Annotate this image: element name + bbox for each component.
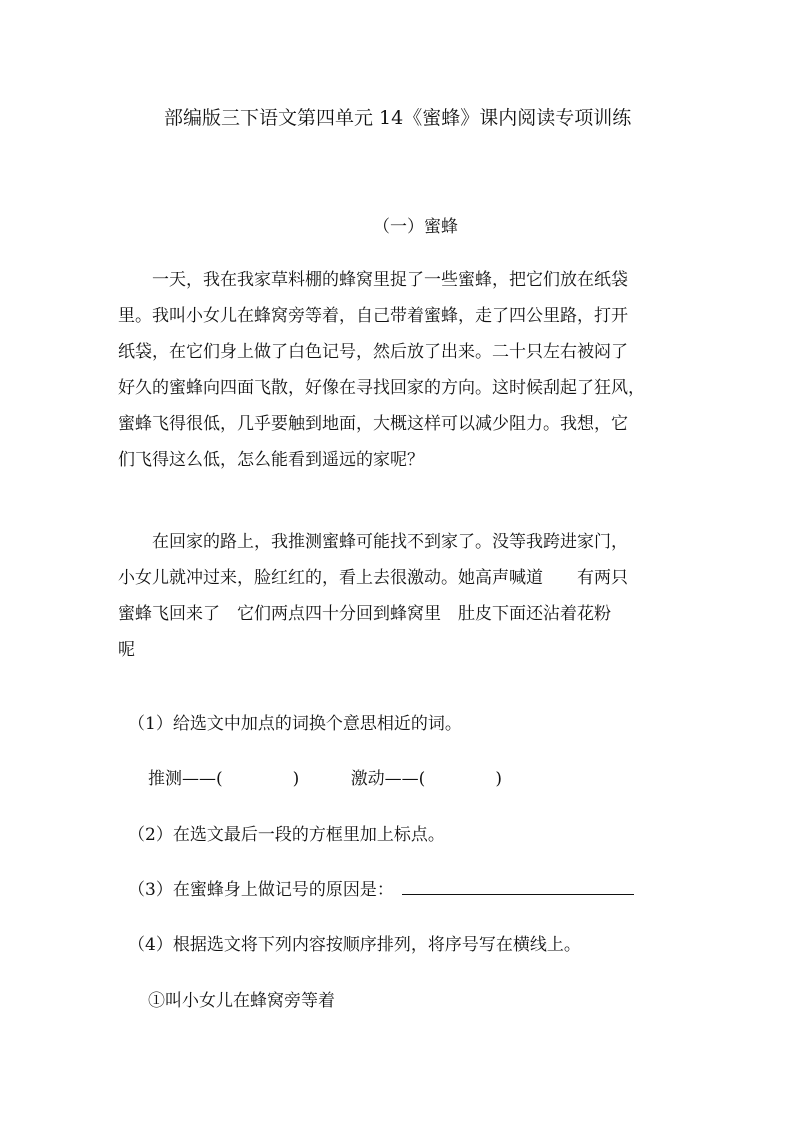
question-1: （1）给选文中加点的词换个意思相近的词。 xyxy=(128,714,462,734)
paragraph-line: 一天，我在我家草料棚的蜂窝里捉了一些蜜蜂，把它们放在纸袋 xyxy=(152,270,628,290)
question-3 xyxy=(128,877,634,903)
question-3-text: （3）在蜜蜂身上做记号的原因是： xyxy=(128,880,394,900)
synonym-close: ) xyxy=(495,769,502,789)
synonym-close: ) xyxy=(292,769,300,789)
paragraph-line: 们飞得这么低，怎么能看到遥远的家呢？ xyxy=(118,450,424,470)
document-title: 部编版三下语文第四单元 14《蜜蜂》课内阅读专项训练 xyxy=(164,107,632,129)
synonym-item-2 xyxy=(351,766,502,792)
paragraph-line: 里。我叫小女儿在蜂窝旁等着，自己带着蜜蜂，走了四公里路，打开 xyxy=(118,306,628,326)
synonym-answers xyxy=(148,766,548,792)
passage-paragraph-2 xyxy=(118,524,680,668)
order-option-1: ①叫小女儿在蜂窝旁等着 xyxy=(148,991,335,1011)
paragraph-line: 蜜蜂飞得很低，几乎要触到地面，大概这样可以减少阻力。我想，它 xyxy=(118,414,628,434)
paragraph-line: 在回家的路上，我推测蜜蜂可能找不到家了。没等我跨进家门， xyxy=(152,532,628,552)
synonym-label: 激动——( xyxy=(350,769,426,789)
question-2: （2）在选文最后一段的方框里加上标点。 xyxy=(128,825,445,845)
question-4: （4）根据选文将下列内容按顺序排列，将序号写在横线上。 xyxy=(128,935,581,955)
synonym-label: 推测——( xyxy=(148,769,223,789)
paragraph-line: 好久的蜜蜂向四面飞散，好像在寻找回家的方向。这时候刮起了狂风， xyxy=(118,378,645,398)
answer-line[interactable] xyxy=(402,878,634,895)
section-title: （一）蜜蜂 xyxy=(373,217,458,237)
paragraph-line: 蜜蜂飞回来了 它们两点四十分回到蜂窝里 肚皮下面还沾着花粉 xyxy=(118,604,611,624)
synonym-item-1 xyxy=(148,766,299,792)
paragraph-line: 纸袋，在它们身上做了白色记号，然后放了出来。二十只左右被闷了 xyxy=(118,342,628,362)
paragraph-line: 呢 xyxy=(118,640,135,660)
passage-paragraph-1 xyxy=(118,262,680,478)
paragraph-line: 小女儿就冲过来，脸红红的，看上去很激动。她高声喊道 有两只 xyxy=(118,568,628,588)
